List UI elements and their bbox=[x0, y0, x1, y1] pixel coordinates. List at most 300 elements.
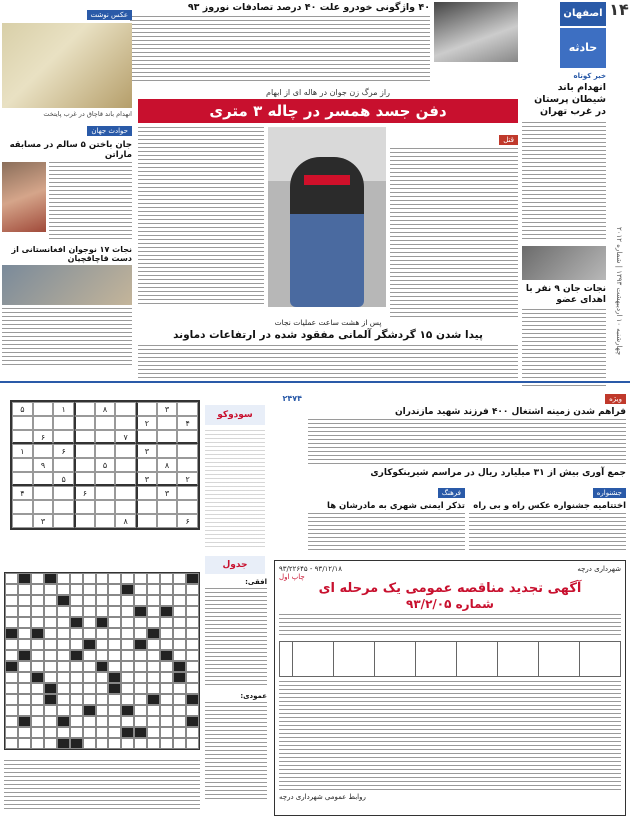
crossword-cell[interactable] bbox=[83, 716, 96, 727]
crossword-cell[interactable] bbox=[160, 727, 173, 738]
crossword-cell[interactable] bbox=[108, 628, 121, 639]
crossword-cell[interactable] bbox=[44, 738, 57, 749]
crossword-cell[interactable] bbox=[44, 672, 57, 683]
crossword-cell[interactable] bbox=[160, 617, 173, 628]
crossword-cell[interactable] bbox=[173, 650, 186, 661]
crossword-cell[interactable] bbox=[186, 727, 199, 738]
crossword-cell[interactable] bbox=[18, 639, 31, 650]
crossword-cell[interactable] bbox=[121, 716, 134, 727]
crossword-cell[interactable] bbox=[70, 573, 83, 584]
crossword-cell[interactable] bbox=[5, 584, 18, 595]
sudoku-cell[interactable]: ۱ bbox=[12, 444, 33, 458]
crossword-cell[interactable] bbox=[70, 606, 83, 617]
puzzle-header bbox=[2, 386, 302, 403]
crossword-cell[interactable] bbox=[83, 694, 96, 705]
crossword-cell[interactable] bbox=[160, 639, 173, 650]
world-label bbox=[87, 126, 132, 136]
sudoku-cell[interactable] bbox=[74, 416, 95, 430]
crossword-cell[interactable] bbox=[108, 573, 121, 584]
crossword-cell[interactable] bbox=[5, 573, 18, 584]
sudoku-cell[interactable] bbox=[95, 500, 116, 514]
crossword-cell[interactable] bbox=[147, 738, 160, 749]
crossword-cell[interactable] bbox=[31, 650, 44, 661]
crossword-cell[interactable] bbox=[70, 683, 83, 694]
sudoku-cell[interactable] bbox=[177, 486, 198, 500]
crossword-cell[interactable] bbox=[44, 584, 57, 595]
crossword-cell[interactable] bbox=[160, 716, 173, 727]
crossword-cell[interactable] bbox=[96, 573, 109, 584]
crossword-cell[interactable] bbox=[18, 738, 31, 749]
sudoku-cell[interactable] bbox=[33, 444, 54, 458]
crossword-cell[interactable] bbox=[31, 716, 44, 727]
sudoku-cell[interactable] bbox=[157, 430, 178, 444]
sudoku-cell[interactable] bbox=[74, 514, 95, 528]
sudoku-cell[interactable] bbox=[157, 514, 178, 528]
crossword-cell[interactable] bbox=[18, 606, 31, 617]
crossword-cell[interactable] bbox=[83, 606, 96, 617]
sudoku-cell[interactable] bbox=[95, 430, 116, 444]
crossword-cell[interactable] bbox=[173, 595, 186, 606]
crossword-cell[interactable] bbox=[70, 694, 83, 705]
crossword-cell[interactable] bbox=[31, 639, 44, 650]
sudoku-cell[interactable] bbox=[95, 444, 116, 458]
crossword-cell[interactable] bbox=[18, 672, 31, 683]
crossword-cell[interactable] bbox=[121, 683, 134, 694]
crossword-cell[interactable] bbox=[173, 639, 186, 650]
crossword-cell[interactable] bbox=[83, 738, 96, 749]
crossword-cell[interactable] bbox=[31, 617, 44, 628]
crossword-cell[interactable] bbox=[70, 628, 83, 639]
sudoku-cell[interactable]: ۱ bbox=[53, 402, 74, 416]
sudoku-cell[interactable]: ۳ bbox=[157, 486, 178, 500]
crossword-cell[interactable] bbox=[121, 672, 134, 683]
crossword-cell[interactable] bbox=[44, 716, 57, 727]
crossword-cell[interactable] bbox=[96, 738, 109, 749]
sudoku-cell[interactable]: ۵ bbox=[95, 458, 116, 472]
crossword-cell[interactable] bbox=[134, 617, 147, 628]
sudoku-cell[interactable] bbox=[12, 500, 33, 514]
crossword-cell[interactable] bbox=[173, 628, 186, 639]
crossword-cell[interactable] bbox=[147, 606, 160, 617]
crossword-cell[interactable] bbox=[44, 661, 57, 672]
sudoku-cell[interactable] bbox=[136, 514, 157, 528]
crossword-cell[interactable] bbox=[57, 672, 70, 683]
crossword-cell[interactable] bbox=[96, 694, 109, 705]
crossword-cell[interactable] bbox=[147, 650, 160, 661]
sudoku-cell[interactable] bbox=[12, 416, 33, 430]
sudoku-cell[interactable]: ۶ bbox=[177, 514, 198, 528]
crossword-cell[interactable] bbox=[18, 683, 31, 694]
crossword-cell[interactable] bbox=[134, 683, 147, 694]
sudoku-cell[interactable] bbox=[74, 444, 95, 458]
top-body bbox=[130, 16, 430, 84]
sudoku-cell[interactable] bbox=[74, 472, 95, 486]
crossword-cell[interactable] bbox=[173, 617, 186, 628]
sudoku-cell[interactable] bbox=[136, 458, 157, 472]
crossword-cell[interactable] bbox=[70, 661, 83, 672]
photo-caption: انهدام باند قاچاق در غرب پایتخت bbox=[43, 110, 132, 118]
sudoku-cell[interactable] bbox=[33, 402, 54, 416]
crossword-cell[interactable] bbox=[160, 738, 173, 749]
crossword-cell[interactable] bbox=[147, 595, 160, 606]
sudoku-cell[interactable] bbox=[12, 458, 33, 472]
crossword-cell[interactable] bbox=[147, 573, 160, 584]
sudoku-cell[interactable] bbox=[157, 444, 178, 458]
crossword-cell[interactable] bbox=[83, 672, 96, 683]
crossword-cell[interactable] bbox=[121, 738, 134, 749]
crossword-cell[interactable] bbox=[44, 606, 57, 617]
crossword-cell[interactable] bbox=[57, 639, 70, 650]
crossword-cell[interactable] bbox=[83, 683, 96, 694]
crossword-cell[interactable] bbox=[70, 595, 83, 606]
sudoku-cell[interactable] bbox=[157, 500, 178, 514]
crossword-cell[interactable] bbox=[186, 639, 199, 650]
crossword-cell[interactable] bbox=[108, 694, 121, 705]
crossword-cell[interactable] bbox=[31, 606, 44, 617]
crossword-cell[interactable] bbox=[134, 738, 147, 749]
crossword-cell[interactable] bbox=[70, 727, 83, 738]
crossword-cell[interactable] bbox=[186, 595, 199, 606]
sudoku-cell[interactable] bbox=[136, 430, 157, 444]
crossword-cell[interactable] bbox=[57, 606, 70, 617]
sudoku-cell[interactable]: ۶ bbox=[74, 486, 95, 500]
crossword-cell[interactable] bbox=[18, 628, 31, 639]
top-photo bbox=[434, 2, 518, 62]
sudoku-cell[interactable] bbox=[33, 500, 54, 514]
crossword-cell[interactable] bbox=[173, 584, 186, 595]
crossword-cell[interactable] bbox=[160, 672, 173, 683]
sudoku-cell[interactable] bbox=[177, 430, 198, 444]
crossword-cell[interactable] bbox=[57, 628, 70, 639]
crossword-cell[interactable] bbox=[134, 672, 147, 683]
crossword-cell[interactable] bbox=[70, 716, 83, 727]
crossword-cell[interactable] bbox=[134, 705, 147, 716]
crossword-cell[interactable] bbox=[83, 661, 96, 672]
clues-down bbox=[205, 702, 267, 802]
crossword-cell[interactable] bbox=[83, 727, 96, 738]
crossword-cell[interactable] bbox=[31, 705, 44, 716]
crossword-cell[interactable] bbox=[5, 672, 18, 683]
crossword-cell[interactable] bbox=[108, 617, 121, 628]
sudoku-cell[interactable] bbox=[33, 416, 54, 430]
crossword-cell[interactable] bbox=[96, 584, 109, 595]
clues-down-title: عمودی: bbox=[240, 692, 267, 700]
crossword-cell[interactable] bbox=[160, 573, 173, 584]
sudoku-cell[interactable]: ۶ bbox=[33, 430, 54, 444]
crossword-cell[interactable] bbox=[5, 705, 18, 716]
sudoku-cell[interactable] bbox=[53, 430, 74, 444]
crossword-cell[interactable] bbox=[96, 705, 109, 716]
crossword-cell[interactable] bbox=[134, 595, 147, 606]
sudoku-cell[interactable] bbox=[136, 402, 157, 416]
crossword-cell[interactable] bbox=[5, 683, 18, 694]
sudoku-cell[interactable] bbox=[74, 500, 95, 514]
sudoku-cell[interactable]: ۴ bbox=[177, 416, 198, 430]
crossword-cell[interactable] bbox=[96, 595, 109, 606]
sudoku-cell[interactable] bbox=[115, 416, 136, 430]
crossword-cell[interactable] bbox=[147, 727, 160, 738]
crossword-cell[interactable] bbox=[57, 650, 70, 661]
crossword-cell[interactable] bbox=[173, 694, 186, 705]
crossword-cell[interactable] bbox=[5, 617, 18, 628]
tender-ad bbox=[274, 560, 626, 816]
crossword-cell[interactable] bbox=[173, 683, 186, 694]
crossword-cell[interactable] bbox=[134, 628, 147, 639]
crossword-cell[interactable] bbox=[147, 716, 160, 727]
crossword-cell[interactable] bbox=[160, 595, 173, 606]
sudoku-cell[interactable] bbox=[53, 486, 74, 500]
crossword-cell[interactable] bbox=[134, 650, 147, 661]
crossword-cell[interactable] bbox=[186, 628, 199, 639]
crossword-cell[interactable] bbox=[121, 628, 134, 639]
crossword-cell[interactable] bbox=[186, 584, 199, 595]
sudoku-cell[interactable]: ۲ bbox=[177, 472, 198, 486]
sudoku-cell[interactable] bbox=[177, 458, 198, 472]
crossword-cell[interactable] bbox=[121, 606, 134, 617]
sudoku-grid[interactable] bbox=[10, 400, 200, 530]
crossword-cell[interactable] bbox=[173, 738, 186, 749]
sudoku-cell[interactable] bbox=[95, 472, 116, 486]
crossword-cell[interactable] bbox=[108, 716, 121, 727]
crossword-cell[interactable] bbox=[70, 584, 83, 595]
crossword-cell[interactable] bbox=[160, 705, 173, 716]
crossword-cell[interactable] bbox=[18, 694, 31, 705]
crossword-cell[interactable] bbox=[70, 672, 83, 683]
crossword-cell[interactable] bbox=[186, 705, 199, 716]
sudoku-cell[interactable] bbox=[177, 444, 198, 458]
crossword-cell[interactable] bbox=[5, 606, 18, 617]
crossword-cell[interactable] bbox=[5, 595, 18, 606]
sudoku-cell[interactable] bbox=[74, 402, 95, 416]
crossword-cell[interactable] bbox=[83, 595, 96, 606]
sudoku-cell[interactable]: ۴ bbox=[12, 486, 33, 500]
crossword-cell[interactable] bbox=[5, 650, 18, 661]
crossword-cell[interactable] bbox=[121, 617, 134, 628]
sudoku-cell[interactable] bbox=[74, 430, 95, 444]
crossword-cell[interactable] bbox=[83, 628, 96, 639]
crossword-cell[interactable] bbox=[108, 639, 121, 650]
sudoku-cell[interactable] bbox=[12, 472, 33, 486]
crossword-cell[interactable] bbox=[186, 606, 199, 617]
crossword-cell[interactable] bbox=[186, 738, 199, 749]
crossword-cell[interactable] bbox=[31, 694, 44, 705]
crossword-cell[interactable] bbox=[5, 738, 18, 749]
crossword-cell[interactable] bbox=[96, 650, 109, 661]
sudoku-cell[interactable]: ۵ bbox=[53, 472, 74, 486]
crossword-cell[interactable] bbox=[173, 573, 186, 584]
sudoku-cell[interactable] bbox=[95, 514, 116, 528]
crossword-cell[interactable] bbox=[57, 617, 70, 628]
sudoku-cell[interactable] bbox=[12, 514, 33, 528]
sudoku-cell[interactable]: ۸ bbox=[115, 514, 136, 528]
crossword-cell[interactable] bbox=[186, 650, 199, 661]
crossword-cell[interactable] bbox=[147, 639, 160, 650]
crossword-cell[interactable] bbox=[134, 573, 147, 584]
crossword-cell[interactable] bbox=[173, 606, 186, 617]
crossword-cell[interactable] bbox=[44, 628, 57, 639]
sudoku-cell[interactable] bbox=[136, 486, 157, 500]
crossword-cell[interactable] bbox=[160, 584, 173, 595]
crossword-cell[interactable] bbox=[147, 584, 160, 595]
crossword-cell[interactable] bbox=[18, 595, 31, 606]
sudoku-cell[interactable]: ۸ bbox=[95, 402, 116, 416]
crossword-cell[interactable] bbox=[83, 584, 96, 595]
crossword-cell[interactable] bbox=[31, 738, 44, 749]
sudoku-cell[interactable] bbox=[177, 402, 198, 416]
crossword-cell[interactable] bbox=[121, 595, 134, 606]
sudoku-cell[interactable]: ۷ bbox=[115, 430, 136, 444]
crossword-cell[interactable] bbox=[18, 617, 31, 628]
crossword-cell[interactable] bbox=[31, 595, 44, 606]
crossword-cell[interactable] bbox=[83, 573, 96, 584]
crossword-cell[interactable] bbox=[121, 573, 134, 584]
sudoku-cell[interactable] bbox=[33, 486, 54, 500]
sudoku-cell[interactable] bbox=[115, 500, 136, 514]
crossword-cell[interactable] bbox=[44, 727, 57, 738]
crossword-cell[interactable] bbox=[96, 727, 109, 738]
crossword-cell[interactable] bbox=[96, 716, 109, 727]
crossword-cell[interactable] bbox=[96, 639, 109, 650]
crossword-cell[interactable] bbox=[186, 617, 199, 628]
sudoku-cell[interactable] bbox=[53, 458, 74, 472]
crossword-cell[interactable] bbox=[70, 639, 83, 650]
crossword-cell[interactable] bbox=[5, 639, 18, 650]
crossword-cell[interactable] bbox=[83, 617, 96, 628]
sudoku-cell[interactable] bbox=[74, 458, 95, 472]
crossword-cell[interactable] bbox=[108, 595, 121, 606]
crossword-cell[interactable] bbox=[18, 661, 31, 672]
crossword-cell[interactable] bbox=[57, 573, 70, 584]
crossword-cell[interactable] bbox=[96, 628, 109, 639]
crossword-cell[interactable] bbox=[173, 727, 186, 738]
sudoku-cell[interactable]: ۸ bbox=[157, 458, 178, 472]
crossword-grid[interactable] bbox=[4, 572, 200, 750]
sudoku-cell[interactable] bbox=[115, 486, 136, 500]
sudoku-cell[interactable] bbox=[136, 500, 157, 514]
crossword-block bbox=[134, 639, 147, 650]
crossword-cell[interactable] bbox=[147, 661, 160, 672]
crossword-cell[interactable] bbox=[31, 584, 44, 595]
sudoku-cell[interactable] bbox=[157, 416, 178, 430]
crossword-cell[interactable] bbox=[44, 595, 57, 606]
sudoku-cell[interactable] bbox=[12, 430, 33, 444]
crossword-cell[interactable] bbox=[96, 683, 109, 694]
crossword-cell[interactable] bbox=[57, 694, 70, 705]
crossword-cell[interactable] bbox=[134, 694, 147, 705]
sudoku-cell[interactable]: ۳ bbox=[157, 402, 178, 416]
crossword-cell[interactable] bbox=[70, 705, 83, 716]
crossword-cell[interactable] bbox=[108, 661, 121, 672]
crossword-cell[interactable] bbox=[173, 716, 186, 727]
sudoku-cell[interactable]: ۶ bbox=[53, 444, 74, 458]
sudoku-cell[interactable] bbox=[177, 500, 198, 514]
sudoku-cell[interactable] bbox=[115, 402, 136, 416]
crossword-cell[interactable] bbox=[96, 672, 109, 683]
crossword-cell[interactable] bbox=[57, 705, 70, 716]
crossword-cell[interactable] bbox=[134, 716, 147, 727]
crossword-cell[interactable] bbox=[186, 683, 199, 694]
crossword-cell[interactable] bbox=[57, 661, 70, 672]
crossword-cell[interactable] bbox=[147, 705, 160, 716]
crossword-cell[interactable] bbox=[147, 617, 160, 628]
crossword-cell[interactable] bbox=[147, 683, 160, 694]
sudoku-cell[interactable]: ۳ bbox=[136, 472, 157, 486]
news-headline-2: جمع آوری بیش از ۳۱ میلیارد ریال در مراسم شیرینکوکاری bbox=[370, 468, 626, 478]
sudoku-cell[interactable] bbox=[33, 472, 54, 486]
crossword-cell[interactable] bbox=[160, 661, 173, 672]
crossword-cell[interactable] bbox=[108, 738, 121, 749]
crossword-cell[interactable] bbox=[186, 661, 199, 672]
world-headline-2: نجات ۱۷ نوجوان افغانستانی از دست قاچاقچیان bbox=[11, 245, 132, 263]
crossword-cell[interactable] bbox=[108, 705, 121, 716]
crossword-cell[interactable] bbox=[44, 617, 57, 628]
crossword-cell[interactable] bbox=[31, 727, 44, 738]
crossword-cell[interactable] bbox=[57, 683, 70, 694]
sudoku-cell[interactable] bbox=[53, 514, 74, 528]
crossword-cell[interactable] bbox=[5, 727, 18, 738]
sudoku-cell[interactable]: ۳ bbox=[136, 444, 157, 458]
crossword-cell[interactable] bbox=[173, 705, 186, 716]
sudoku-cell[interactable]: ۵ bbox=[12, 402, 33, 416]
crossword-cell[interactable] bbox=[44, 705, 57, 716]
crossword-cell[interactable] bbox=[147, 672, 160, 683]
crossword-clues bbox=[205, 578, 267, 808]
crossword-cell[interactable] bbox=[121, 661, 134, 672]
crossword-cell[interactable] bbox=[108, 606, 121, 617]
sudoku-cell[interactable] bbox=[115, 444, 136, 458]
crossword-cell[interactable] bbox=[134, 584, 147, 595]
crossword-cell[interactable] bbox=[160, 683, 173, 694]
sudoku-cell[interactable] bbox=[157, 472, 178, 486]
sudoku-cell[interactable] bbox=[115, 458, 136, 472]
crossword-cell[interactable] bbox=[18, 727, 31, 738]
sudoku-cell[interactable]: ۳ bbox=[33, 514, 54, 528]
crossword-cell[interactable] bbox=[121, 694, 134, 705]
crossword-cell[interactable] bbox=[83, 650, 96, 661]
crossword-cell[interactable] bbox=[108, 650, 121, 661]
crossword-cell[interactable] bbox=[96, 606, 109, 617]
sudoku-cell[interactable]: ۹ bbox=[33, 458, 54, 472]
crossword-cell[interactable] bbox=[5, 716, 18, 727]
crossword-cell[interactable] bbox=[44, 639, 57, 650]
crossword-cell[interactable] bbox=[134, 661, 147, 672]
sudoku-cell[interactable] bbox=[53, 500, 74, 514]
crossword-cell[interactable] bbox=[31, 573, 44, 584]
crossword-cell[interactable] bbox=[18, 584, 31, 595]
sudoku-cell[interactable] bbox=[95, 486, 116, 500]
crossword-cell[interactable] bbox=[57, 727, 70, 738]
crossword-cell[interactable] bbox=[18, 705, 31, 716]
crossword-cell[interactable] bbox=[108, 584, 121, 595]
crossword-cell[interactable] bbox=[121, 650, 134, 661]
crossword-cell[interactable] bbox=[160, 628, 173, 639]
crossword-cell[interactable] bbox=[160, 694, 173, 705]
crossword-cell[interactable] bbox=[108, 727, 121, 738]
crossword-cell[interactable] bbox=[186, 672, 199, 683]
crossword-cell[interactable] bbox=[31, 661, 44, 672]
crossword-cell[interactable] bbox=[121, 639, 134, 650]
crossword-cell[interactable] bbox=[44, 650, 57, 661]
sudoku-cell[interactable] bbox=[95, 416, 116, 430]
sudoku-cell[interactable] bbox=[53, 416, 74, 430]
crossword-block bbox=[18, 716, 31, 727]
crossword-block bbox=[31, 672, 44, 683]
crossword-cell[interactable] bbox=[31, 683, 44, 694]
crossword-cell[interactable] bbox=[5, 694, 18, 705]
crossword-cell[interactable] bbox=[57, 584, 70, 595]
sudoku-cell[interactable]: ۲ bbox=[136, 416, 157, 430]
sudoku-cell[interactable] bbox=[115, 472, 136, 486]
